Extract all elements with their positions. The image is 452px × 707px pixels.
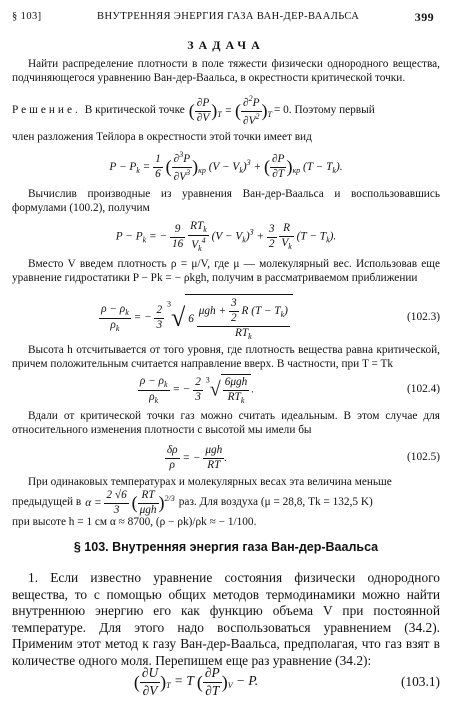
- header-title: ВНУТРЕННЯЯ ЭНЕРГИЯ ГАЗА ВАН-ДЕР-ВААЛЬСА: [97, 10, 360, 22]
- taylor-equation: $P - P_k$ = $\frac{1}{6}$ ( $\frac{\partial^3P}{\partial V^3}$ )$_{кр}$ $(V - V_k)^3$ + ( $\frac{\partial P}{\partial T}$ )$_{кр}$ $(T - T_k)$.: [109, 149, 343, 183]
- height-text: Высота h отсчитывается от того уровня, где плотность вещества равна критической, причем положительным считается направление вверх. В частности, при T = Tk: [12, 344, 440, 370]
- running-header: [12, 8, 434, 26]
- problem-heading: ЗАДАЧА: [187, 38, 265, 52]
- equation-102-3: $\frac{\rho - \rho_k}{\rho_k}$ = − $\frac{2}{3}$ $^3$√6 μgh + $\frac{3}{2}$ R $(T - T_k)$ $RT_k$ (102.3): [12, 294, 440, 342]
- solution-label: Решение.: [12, 104, 81, 117]
- eq-number-102-3: (102.3): [407, 311, 440, 324]
- eq-number-102-5: (102.5): [407, 451, 440, 464]
- solution-start: В критической точке: [84, 104, 185, 117]
- ideal-gas-text: Вдали от критической точки газ можно считать идеальным. В этом случае для относительного изменения плотности с высотой мы имели бы: [12, 410, 440, 436]
- eq-number-103-1: (103.1): [400, 673, 440, 689]
- section-title: § 103. Внутренняя энергия газа Ван-дер-Ваальса: [73, 540, 379, 554]
- eq-number-102-4: (102.4): [407, 383, 440, 396]
- compare-text-1: При одинаковых температурах и молекулярных весах эта величина меньше: [28, 476, 392, 488]
- section-paragraph: 1. Если известно уравнение состояния физически однородного вещества, то с помощью общих методов термодинамики можно найти внутреннюю энергию его как функцию объема V при постоянной температуре. Для этого надо воспользоваться уравнением (34.2). Применим этот метод к газу Ван-дер-Ваальса, предполагая, что газ взят в количестве одного моля. Перепишем еще раз уравнение (34.2):: [12, 570, 440, 669]
- page-number: 399: [414, 9, 434, 24]
- compare-text-3: при высоте h = 1 см α ≈ 8700, (ρ − ρk)/ρk ≈ − 1/100.: [12, 516, 257, 528]
- solution-line: [12, 94, 440, 129]
- equation-102-4: $\frac{\rho - \rho_k}{\rho_k}$ = − $\frac{2}{3}$ $^3$√ $\frac{\text{6μgh}}{RT_k}$ . (102.4): [139, 374, 440, 406]
- equation-102-5: $\frac{\delta\rho}{\rho}$ = − $\frac{\text{μgh}}{RT}$ . (102.5): [166, 443, 440, 471]
- header-section-ref: § 103]: [12, 10, 42, 22]
- alpha-formula: α = $\frac{2 √6}{3}$ ( $\frac{RT}{\text{μgh}}$ )$^{2/3}$: [85, 489, 175, 516]
- derivatives-text: Вычислив производные из уравнения Ван-дер-Ваальса и воспользовавшись формулами (100.2), получим: [12, 188, 440, 214]
- equation-103-1: ( $\frac{\partial U}{\partial V}$ )$_T = T$ ( $\frac{\partial P}{\partial T}$ )$_V - P$. (103.1): [133, 664, 440, 698]
- compare-line-2: [12, 489, 440, 518]
- compare-prefix: предыдущей в: [12, 496, 82, 509]
- solution-cond-tail: = 0. Поэтому первый: [273, 104, 375, 117]
- taylor-line: член разложения Тейлора в окрестности этой точки имеет вид: [12, 131, 312, 143]
- critical-condition-formula: ( $\frac{\partial P}{\partial V}$ )$_T$ = ( $\frac{\partial^2P}{\partial V^2}$ )$_T$: [188, 94, 272, 127]
- substitution-text: Вместо V введем плотность ρ = μ/V, где μ — молекулярный вес. Использовав еще уравнение гидростатики P − Pk = − ρkgh, получим в рассматриваемом приближении: [12, 258, 440, 284]
- derivatives-equation: $P - P_k$ = − $\frac{9}{16}$ $\frac{RT_k}{V_k^4}$ $(V - V_k)^3$ + $\frac{3}{2}$ $\frac{R}{V_k}$ $(T - T_k)$.: [115, 220, 337, 253]
- compare-suffix: раз. Для воздуха (μ = 28,8, Tk = 132,5 K): [178, 496, 373, 509]
- problem-statement: Найти распределение плотности в поле тяжести физически однородного вещества, подчиняющегося уравнению Ван-дер-Ваальса, в окрестности критической точки.: [12, 58, 440, 84]
